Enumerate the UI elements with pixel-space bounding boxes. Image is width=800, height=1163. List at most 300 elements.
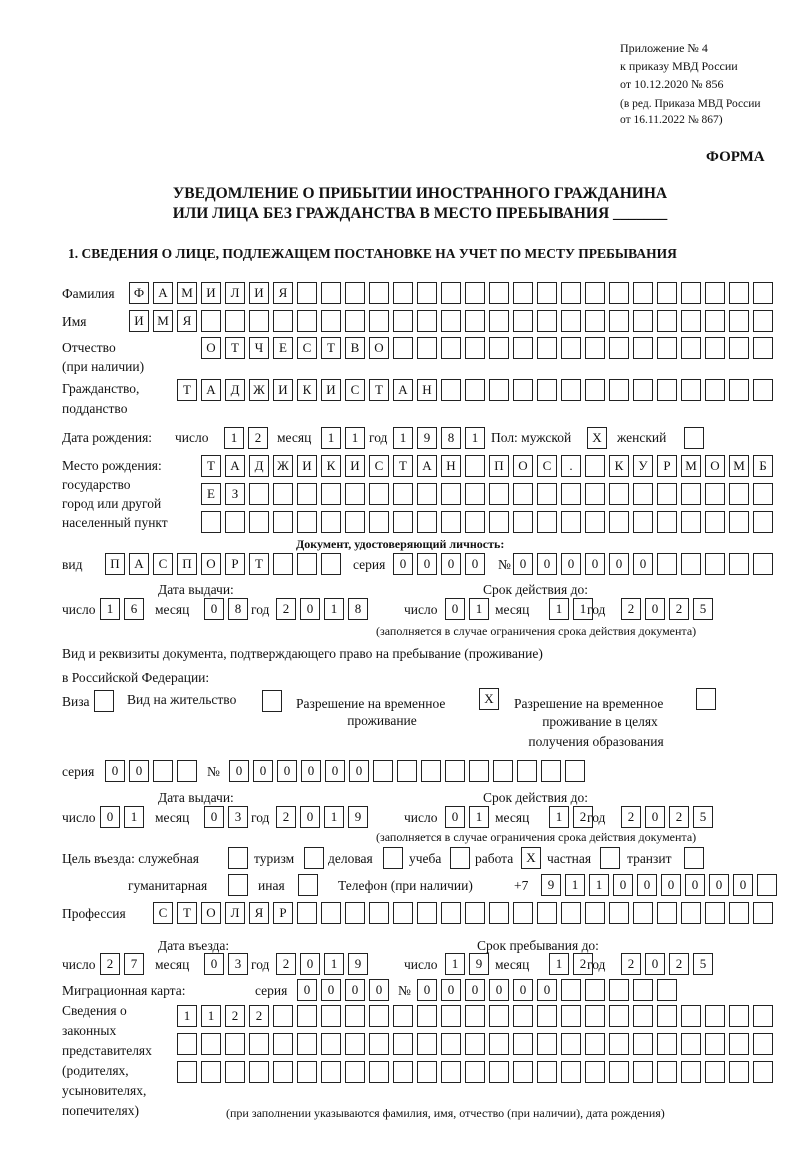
char-cell[interactable]: К xyxy=(321,455,341,477)
char-cell[interactable] xyxy=(489,483,509,505)
char-cell[interactable]: 0 xyxy=(513,979,533,1001)
char-cell[interactable] xyxy=(657,902,677,924)
char-cell[interactable]: 0 xyxy=(297,979,317,1001)
char-cell[interactable]: 0 xyxy=(345,979,365,1001)
char-cell[interactable] xyxy=(657,1033,677,1055)
char-cell[interactable]: А xyxy=(201,379,221,401)
char-cell[interactable] xyxy=(393,1061,413,1083)
char-cell[interactable] xyxy=(585,282,605,304)
char-cell[interactable] xyxy=(393,483,413,505)
char-cell[interactable] xyxy=(369,310,389,332)
char-cell[interactable] xyxy=(369,282,389,304)
char-cell[interactable]: 2 xyxy=(573,806,593,828)
char-cell[interactable]: Т xyxy=(225,337,245,359)
char-cell[interactable]: 0 xyxy=(277,760,297,782)
char-cell[interactable]: 2 xyxy=(249,1005,269,1027)
char-cell[interactable] xyxy=(633,979,653,1001)
char-cell[interactable] xyxy=(681,1061,701,1083)
char-cell[interactable] xyxy=(345,483,365,505)
char-cell[interactable] xyxy=(657,379,677,401)
char-cell[interactable]: 0 xyxy=(637,874,657,896)
char-cell[interactable] xyxy=(201,1033,221,1055)
char-cell[interactable] xyxy=(489,1005,509,1027)
char-cell[interactable]: И xyxy=(297,455,317,477)
checkbox[interactable] xyxy=(684,847,704,869)
char-cell[interactable] xyxy=(369,902,389,924)
char-cell[interactable] xyxy=(541,760,561,782)
char-cell[interactable] xyxy=(681,1033,701,1055)
char-cell[interactable] xyxy=(465,310,485,332)
char-cell[interactable] xyxy=(561,1033,581,1055)
char-cell[interactable] xyxy=(681,553,701,575)
char-cell[interactable]: П xyxy=(105,553,125,575)
char-cell[interactable] xyxy=(441,511,461,533)
char-cell[interactable] xyxy=(465,337,485,359)
char-cell[interactable]: К xyxy=(297,379,317,401)
char-cell[interactable] xyxy=(585,337,605,359)
char-cell[interactable]: 2 xyxy=(669,806,689,828)
char-cell[interactable] xyxy=(633,282,653,304)
char-cell[interactable]: 1 xyxy=(201,1005,221,1027)
char-cell[interactable] xyxy=(561,483,581,505)
char-cell[interactable] xyxy=(345,282,365,304)
char-cell[interactable] xyxy=(393,511,413,533)
char-cell[interactable] xyxy=(537,1033,557,1055)
char-cell[interactable]: 0 xyxy=(441,979,461,1001)
char-cell[interactable]: 0 xyxy=(253,760,273,782)
char-cell[interactable] xyxy=(633,511,653,533)
char-cell[interactable] xyxy=(417,1033,437,1055)
char-cell[interactable]: М xyxy=(177,282,197,304)
char-cell[interactable]: 0 xyxy=(489,979,509,1001)
char-cell[interactable]: П xyxy=(489,455,509,477)
char-cell[interactable]: Ч xyxy=(249,337,269,359)
char-cell[interactable] xyxy=(489,310,509,332)
char-cell[interactable] xyxy=(225,310,245,332)
char-cell[interactable] xyxy=(513,1005,533,1027)
char-cell[interactable] xyxy=(177,1033,197,1055)
char-cell[interactable] xyxy=(753,337,773,359)
char-cell[interactable] xyxy=(297,1033,317,1055)
char-cell[interactable]: Е xyxy=(273,337,293,359)
char-cell[interactable]: Т xyxy=(321,337,341,359)
char-cell[interactable] xyxy=(249,511,269,533)
char-cell[interactable]: Д xyxy=(249,455,269,477)
char-cell[interactable] xyxy=(657,511,677,533)
char-cell[interactable] xyxy=(705,310,725,332)
char-cell[interactable]: 0 xyxy=(537,553,557,575)
char-cell[interactable]: 8 xyxy=(441,427,461,449)
char-cell[interactable]: 1 xyxy=(573,598,593,620)
char-cell[interactable] xyxy=(417,1061,437,1083)
char-cell[interactable] xyxy=(297,553,317,575)
char-cell[interactable]: С xyxy=(153,902,173,924)
char-cell[interactable] xyxy=(465,511,485,533)
char-cell[interactable]: Т xyxy=(369,379,389,401)
char-cell[interactable] xyxy=(417,282,437,304)
char-cell[interactable] xyxy=(609,310,629,332)
char-cell[interactable]: 1 xyxy=(321,427,341,449)
char-cell[interactable] xyxy=(537,310,557,332)
char-cell[interactable]: А xyxy=(129,553,149,575)
char-cell[interactable]: Д xyxy=(225,379,245,401)
char-cell[interactable] xyxy=(465,902,485,924)
char-cell[interactable] xyxy=(465,1005,485,1027)
char-cell[interactable]: Р xyxy=(225,553,245,575)
char-cell[interactable]: О xyxy=(201,902,221,924)
char-cell[interactable]: В xyxy=(345,337,365,359)
char-cell[interactable] xyxy=(633,1061,653,1083)
char-cell[interactable]: 1 xyxy=(224,427,244,449)
char-cell[interactable]: 1 xyxy=(324,953,344,975)
char-cell[interactable] xyxy=(489,902,509,924)
char-cell[interactable] xyxy=(513,902,533,924)
char-cell[interactable] xyxy=(657,979,677,1001)
char-cell[interactable]: 0 xyxy=(300,598,320,620)
char-cell[interactable] xyxy=(705,337,725,359)
char-cell[interactable] xyxy=(273,1005,293,1027)
char-cell[interactable] xyxy=(441,1061,461,1083)
char-cell[interactable] xyxy=(297,282,317,304)
char-cell[interactable]: 1 xyxy=(345,427,365,449)
char-cell[interactable]: А xyxy=(225,455,245,477)
char-cell[interactable] xyxy=(201,1061,221,1083)
checkbox[interactable] xyxy=(383,847,403,869)
char-cell[interactable]: 2 xyxy=(225,1005,245,1027)
char-cell[interactable] xyxy=(489,337,509,359)
char-cell[interactable] xyxy=(177,760,197,782)
char-cell[interactable]: . xyxy=(561,455,581,477)
char-cell[interactable] xyxy=(297,1005,317,1027)
char-cell[interactable] xyxy=(417,310,437,332)
char-cell[interactable]: 0 xyxy=(645,598,665,620)
char-cell[interactable]: 8 xyxy=(348,598,368,620)
char-cell[interactable] xyxy=(297,1061,317,1083)
char-cell[interactable] xyxy=(753,902,773,924)
char-cell[interactable]: 0 xyxy=(633,553,653,575)
char-cell[interactable]: 9 xyxy=(469,953,489,975)
char-cell[interactable] xyxy=(465,483,485,505)
char-cell[interactable] xyxy=(537,902,557,924)
char-cell[interactable] xyxy=(753,1005,773,1027)
char-cell[interactable] xyxy=(753,483,773,505)
char-cell[interactable] xyxy=(421,760,441,782)
char-cell[interactable] xyxy=(633,483,653,505)
char-cell[interactable] xyxy=(729,483,749,505)
char-cell[interactable]: Я xyxy=(177,310,197,332)
checkbox[interactable]: X xyxy=(479,688,499,710)
char-cell[interactable]: О xyxy=(705,455,725,477)
char-cell[interactable]: О xyxy=(513,455,533,477)
char-cell[interactable] xyxy=(585,1061,605,1083)
char-cell[interactable]: 5 xyxy=(693,953,713,975)
char-cell[interactable] xyxy=(225,511,245,533)
char-cell[interactable] xyxy=(417,337,437,359)
char-cell[interactable] xyxy=(753,282,773,304)
char-cell[interactable] xyxy=(517,760,537,782)
char-cell[interactable] xyxy=(393,1005,413,1027)
char-cell[interactable] xyxy=(561,1061,581,1083)
char-cell[interactable] xyxy=(321,511,341,533)
char-cell[interactable] xyxy=(225,1061,245,1083)
char-cell[interactable] xyxy=(729,1061,749,1083)
char-cell[interactable] xyxy=(513,511,533,533)
char-cell[interactable]: М xyxy=(729,455,749,477)
char-cell[interactable] xyxy=(537,282,557,304)
char-cell[interactable] xyxy=(417,483,437,505)
char-cell[interactable]: 0 xyxy=(300,953,320,975)
char-cell[interactable]: 0 xyxy=(369,979,389,1001)
char-cell[interactable] xyxy=(273,553,293,575)
char-cell[interactable]: 1 xyxy=(124,806,144,828)
char-cell[interactable] xyxy=(609,379,629,401)
char-cell[interactable] xyxy=(397,760,417,782)
char-cell[interactable] xyxy=(657,483,677,505)
char-cell[interactable] xyxy=(633,337,653,359)
char-cell[interactable] xyxy=(537,1061,557,1083)
char-cell[interactable] xyxy=(369,1005,389,1027)
char-cell[interactable] xyxy=(585,310,605,332)
checkbox[interactable] xyxy=(94,690,114,712)
char-cell[interactable]: 0 xyxy=(417,553,437,575)
char-cell[interactable] xyxy=(657,1061,677,1083)
char-cell[interactable] xyxy=(441,902,461,924)
char-cell[interactable] xyxy=(585,1005,605,1027)
checkbox[interactable]: X xyxy=(587,427,607,449)
char-cell[interactable] xyxy=(565,760,585,782)
char-cell[interactable]: Ф xyxy=(129,282,149,304)
char-cell[interactable]: 5 xyxy=(693,598,713,620)
char-cell[interactable] xyxy=(657,553,677,575)
char-cell[interactable] xyxy=(705,483,725,505)
char-cell[interactable]: 0 xyxy=(513,553,533,575)
char-cell[interactable]: 1 xyxy=(549,806,569,828)
char-cell[interactable] xyxy=(753,1061,773,1083)
char-cell[interactable]: 0 xyxy=(661,874,681,896)
char-cell[interactable] xyxy=(393,1033,413,1055)
char-cell[interactable]: 0 xyxy=(100,806,120,828)
char-cell[interactable] xyxy=(729,310,749,332)
char-cell[interactable] xyxy=(657,337,677,359)
char-cell[interactable]: 1 xyxy=(469,806,489,828)
char-cell[interactable] xyxy=(465,455,485,477)
char-cell[interactable] xyxy=(297,310,317,332)
char-cell[interactable]: С xyxy=(153,553,173,575)
char-cell[interactable] xyxy=(273,1033,293,1055)
char-cell[interactable]: 1 xyxy=(393,427,413,449)
char-cell[interactable]: И xyxy=(249,282,269,304)
char-cell[interactable]: С xyxy=(345,379,365,401)
char-cell[interactable]: 1 xyxy=(100,598,120,620)
char-cell[interactable] xyxy=(445,760,465,782)
char-cell[interactable] xyxy=(705,379,725,401)
char-cell[interactable] xyxy=(321,310,341,332)
char-cell[interactable]: Н xyxy=(441,455,461,477)
char-cell[interactable] xyxy=(513,337,533,359)
char-cell[interactable] xyxy=(345,310,365,332)
char-cell[interactable]: А xyxy=(153,282,173,304)
char-cell[interactable] xyxy=(345,902,365,924)
char-cell[interactable] xyxy=(633,1033,653,1055)
char-cell[interactable] xyxy=(441,1033,461,1055)
char-cell[interactable]: Е xyxy=(201,483,221,505)
char-cell[interactable]: О xyxy=(201,553,221,575)
char-cell[interactable] xyxy=(657,310,677,332)
char-cell[interactable] xyxy=(273,511,293,533)
char-cell[interactable]: 0 xyxy=(105,760,125,782)
char-cell[interactable] xyxy=(753,553,773,575)
char-cell[interactable]: Ж xyxy=(273,455,293,477)
char-cell[interactable] xyxy=(177,1061,197,1083)
char-cell[interactable] xyxy=(369,511,389,533)
char-cell[interactable] xyxy=(729,511,749,533)
char-cell[interactable]: 0 xyxy=(645,953,665,975)
char-cell[interactable] xyxy=(537,379,557,401)
char-cell[interactable] xyxy=(321,902,341,924)
char-cell[interactable]: М xyxy=(153,310,173,332)
char-cell[interactable] xyxy=(513,379,533,401)
char-cell[interactable]: 0 xyxy=(685,874,705,896)
char-cell[interactable] xyxy=(609,282,629,304)
char-cell[interactable] xyxy=(681,902,701,924)
char-cell[interactable] xyxy=(537,337,557,359)
char-cell[interactable] xyxy=(373,760,393,782)
char-cell[interactable] xyxy=(513,1033,533,1055)
char-cell[interactable] xyxy=(489,511,509,533)
char-cell[interactable] xyxy=(753,310,773,332)
char-cell[interactable]: Т xyxy=(201,455,221,477)
char-cell[interactable]: 5 xyxy=(693,806,713,828)
char-cell[interactable] xyxy=(465,379,485,401)
checkbox[interactable] xyxy=(304,847,324,869)
char-cell[interactable]: А xyxy=(417,455,437,477)
char-cell[interactable]: 9 xyxy=(348,953,368,975)
char-cell[interactable] xyxy=(753,1033,773,1055)
char-cell[interactable]: 1 xyxy=(324,598,344,620)
char-cell[interactable] xyxy=(441,379,461,401)
char-cell[interactable]: И xyxy=(201,282,221,304)
char-cell[interactable] xyxy=(537,511,557,533)
char-cell[interactable] xyxy=(681,1005,701,1027)
checkbox[interactable] xyxy=(450,847,470,869)
char-cell[interactable]: И xyxy=(321,379,341,401)
char-cell[interactable] xyxy=(729,337,749,359)
char-cell[interactable]: 0 xyxy=(301,760,321,782)
char-cell[interactable] xyxy=(633,379,653,401)
char-cell[interactable]: У xyxy=(633,455,653,477)
char-cell[interactable]: 7 xyxy=(124,953,144,975)
char-cell[interactable] xyxy=(681,511,701,533)
char-cell[interactable] xyxy=(369,483,389,505)
char-cell[interactable] xyxy=(585,1033,605,1055)
char-cell[interactable] xyxy=(321,1005,341,1027)
char-cell[interactable] xyxy=(273,483,293,505)
char-cell[interactable]: П xyxy=(177,553,197,575)
char-cell[interactable] xyxy=(561,979,581,1001)
checkbox[interactable] xyxy=(684,427,704,449)
char-cell[interactable] xyxy=(705,1061,725,1083)
checkbox[interactable] xyxy=(262,690,282,712)
char-cell[interactable] xyxy=(321,1061,341,1083)
char-cell[interactable]: 0 xyxy=(609,553,629,575)
char-cell[interactable] xyxy=(393,337,413,359)
char-cell[interactable]: С xyxy=(537,455,557,477)
char-cell[interactable]: 9 xyxy=(417,427,437,449)
char-cell[interactable] xyxy=(273,310,293,332)
char-cell[interactable]: С xyxy=(297,337,317,359)
char-cell[interactable] xyxy=(393,310,413,332)
char-cell[interactable] xyxy=(513,310,533,332)
char-cell[interactable] xyxy=(633,902,653,924)
char-cell[interactable]: И xyxy=(273,379,293,401)
char-cell[interactable] xyxy=(249,1033,269,1055)
char-cell[interactable] xyxy=(585,902,605,924)
char-cell[interactable] xyxy=(469,760,489,782)
char-cell[interactable] xyxy=(657,1005,677,1027)
char-cell[interactable] xyxy=(753,511,773,533)
checkbox[interactable] xyxy=(696,688,716,710)
char-cell[interactable]: 0 xyxy=(229,760,249,782)
char-cell[interactable] xyxy=(705,511,725,533)
char-cell[interactable] xyxy=(561,902,581,924)
char-cell[interactable] xyxy=(585,483,605,505)
char-cell[interactable]: 0 xyxy=(441,553,461,575)
char-cell[interactable] xyxy=(465,282,485,304)
char-cell[interactable] xyxy=(585,979,605,1001)
char-cell[interactable] xyxy=(561,511,581,533)
char-cell[interactable]: 1 xyxy=(469,598,489,620)
char-cell[interactable]: 0 xyxy=(465,979,485,1001)
char-cell[interactable] xyxy=(249,310,269,332)
char-cell[interactable] xyxy=(729,902,749,924)
char-cell[interactable]: 3 xyxy=(228,806,248,828)
char-cell[interactable]: З xyxy=(225,483,245,505)
char-cell[interactable]: Т xyxy=(177,902,197,924)
char-cell[interactable] xyxy=(657,282,677,304)
char-cell[interactable] xyxy=(345,511,365,533)
char-cell[interactable]: 1 xyxy=(549,953,569,975)
char-cell[interactable] xyxy=(609,483,629,505)
char-cell[interactable] xyxy=(201,511,221,533)
char-cell[interactable]: 2 xyxy=(573,953,593,975)
char-cell[interactable] xyxy=(489,379,509,401)
char-cell[interactable] xyxy=(513,282,533,304)
char-cell[interactable] xyxy=(681,379,701,401)
char-cell[interactable]: 0 xyxy=(709,874,729,896)
char-cell[interactable] xyxy=(561,337,581,359)
char-cell[interactable]: 2 xyxy=(276,806,296,828)
char-cell[interactable] xyxy=(609,337,629,359)
char-cell[interactable] xyxy=(493,760,513,782)
char-cell[interactable] xyxy=(489,1061,509,1083)
char-cell[interactable] xyxy=(465,1061,485,1083)
char-cell[interactable]: 0 xyxy=(204,953,224,975)
char-cell[interactable] xyxy=(705,1005,725,1027)
char-cell[interactable] xyxy=(729,1033,749,1055)
checkbox[interactable] xyxy=(228,874,248,896)
char-cell[interactable] xyxy=(417,1005,437,1027)
char-cell[interactable] xyxy=(561,282,581,304)
char-cell[interactable] xyxy=(757,874,777,896)
char-cell[interactable]: Л xyxy=(225,902,245,924)
char-cell[interactable]: 2 xyxy=(669,953,689,975)
char-cell[interactable] xyxy=(441,483,461,505)
char-cell[interactable] xyxy=(729,282,749,304)
char-cell[interactable]: 1 xyxy=(465,427,485,449)
char-cell[interactable]: 1 xyxy=(549,598,569,620)
char-cell[interactable] xyxy=(633,310,653,332)
char-cell[interactable] xyxy=(249,1061,269,1083)
